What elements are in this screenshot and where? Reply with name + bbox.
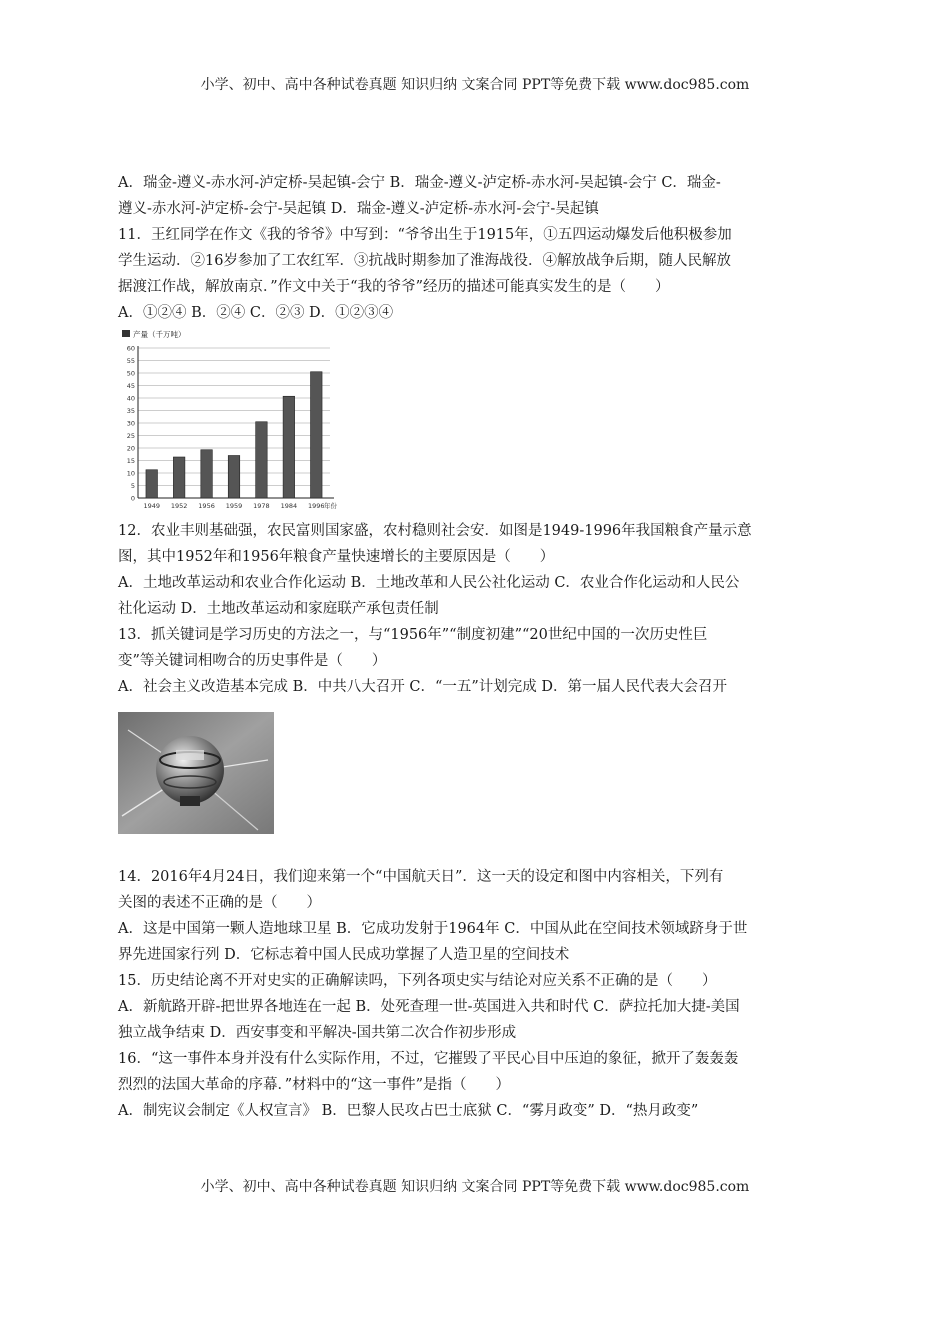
q15-options-line-2: 独立战争结束 D．西安事变和平解决-国共第二次合作初步形成 <box>118 1025 517 1041</box>
page-header: 小学、初中、高中各种试卷真题 知识归纳 文案合同 PPT等免费下载 www.doc985.com <box>200 77 750 93</box>
x-tick-label: 1978 <box>253 502 270 510</box>
q13-options: A．社会主义改造基本完成 B．中共八大召开 C．“一五”计划完成 D．第一届人民代表大会召开 <box>118 679 727 695</box>
q14-stem-line-2: 关图的表述不正确的是（ ） <box>118 895 321 911</box>
q11-stem-line-3: 据渡江作战，解放南京．”作文中关于“我的爷爷”经历的描述可能真实发生的是（ ） <box>118 279 670 295</box>
q15-stem: 15．历史结论离不开对史实的正确解读吗，下列各项史实与结论对应关系不正确的是（ ） <box>118 973 717 989</box>
q14-options-line-1: A．这是中国第一颗人造地球卫星 B．它成功发射于1964年 C．中国从此在空间技术领域跻身于世 <box>118 921 748 937</box>
q10-options-line-1: A．瑞金-遵义-赤水河-泸定桥-吴起镇-会宁 B．瑞金-遵义-泸定桥-赤水河-吴起镇-会宁 C．瑞金- <box>118 175 721 191</box>
bar <box>201 450 213 498</box>
x-tick-label: 1996 <box>308 502 325 510</box>
bar <box>256 422 268 498</box>
q12-stem-line-2: 图，其中1952年和1956年粮食产量快速增长的主要原因是（ ） <box>118 549 555 565</box>
x-axis-suffix: 年份 <box>324 502 337 510</box>
bar-chart <box>120 328 350 514</box>
grain-production-chart <box>120 328 350 514</box>
y-tick-label: 50 <box>126 369 135 378</box>
x-tick-label: 1956 <box>198 502 215 510</box>
legend-label: 产量（千万吨） <box>133 330 186 339</box>
x-tick-label: 1949 <box>143 502 160 510</box>
bar <box>283 396 295 498</box>
y-tick-label: 40 <box>126 394 135 403</box>
y-tick-label: 25 <box>126 432 135 440</box>
q12-options-line-1: A．土地改革运动和农业合作化运动 B．土地改革和人民公社化运动 C．农业合作化运动和人民公 <box>118 575 740 591</box>
q10-options-line-2: 遵义-赤水河-泸定桥-会宁-吴起镇 D．瑞金-遵义-泸定桥-赤水河-会宁-吴起镇 <box>118 201 599 217</box>
q13-stem-line-1: 13．抓关键词是学习历史的方法之一，与“1956年”“制度初建”“20世纪中国的一次历史性巨 <box>118 627 708 643</box>
bar <box>173 457 185 498</box>
q11-stem-line-2: 学生运动．②16岁参加了工农红军．③抗战时期参加了淮海战役．④解放战争后期，随人民解放 <box>118 253 731 269</box>
bar <box>311 372 323 498</box>
y-tick-label: 30 <box>126 419 135 428</box>
bar <box>228 456 240 499</box>
q12-options-line-2: 社化运动 D．土地改革运动和家庭联产承包责任制 <box>118 601 439 617</box>
y-tick-label: 10 <box>126 469 135 478</box>
y-tick-label: 5 <box>130 482 135 490</box>
y-tick-label: 55 <box>126 357 135 365</box>
page-content <box>118 170 838 1124</box>
q11-options: A．①②④ B．②④ C．②③ D．①②③④ <box>118 305 394 321</box>
q16-stem-line-1: 16．“这一事件本身并没有什么实际作用，不过，它摧毁了平民心目中压迫的象征，掀开了轰轰轰 <box>118 1051 739 1067</box>
legend-swatch <box>122 330 130 337</box>
y-tick-label: 15 <box>126 457 135 465</box>
q12-stem-line-1: 12．农业丰则基础强，农民富则国家盛，农村稳则社会安．如图是1949-1996年我国粮食产量示意 <box>118 523 752 539</box>
bar <box>146 470 158 498</box>
satellite-photo <box>118 712 274 834</box>
q15-options-line-1: A．新航路开辟-把世界各地连在一起 B．处死查理一世-英国进入共和时代 C．萨拉托加大捷-美国 <box>118 999 740 1015</box>
y-tick-label: 60 <box>126 344 135 353</box>
q11-stem-line-1: 11．王红同学在作文《我的爷爷》中写到：“爷爷出生于1915年，①五四运动爆发后他积极参加 <box>118 227 732 243</box>
x-tick-label: 1952 <box>170 502 188 510</box>
q16-stem-line-2: 烈烈的法国大革命的序幕．”材料中的“这一事件”是指（ ） <box>118 1077 510 1093</box>
x-tick-label: 1984 <box>280 502 298 510</box>
y-tick-label: 0 <box>130 494 135 503</box>
q13-stem-line-2: 变”等关键词相吻合的历史事件是（ ） <box>118 653 387 669</box>
q16-options: A．制宪议会制定《人权宣言》 B．巴黎人民攻占巴士底狱 C．“雾月政变” D．“热月政变” <box>118 1103 699 1119</box>
q14-options-line-2: 界先进国家行列 D．它标志着中国人民成功掌握了人造卫星的空间技术 <box>118 947 570 963</box>
y-tick-label: 45 <box>126 382 135 390</box>
x-tick-label: 1959 <box>225 502 243 510</box>
satellite-photo-icon <box>118 712 274 834</box>
q14-stem-line-1: 14．2016年4月24日，我们迎来第一个“中国航天日”．这一天的设定和图中内容相关，下列有 <box>118 869 724 885</box>
page-footer: 小学、初中、高中各种试卷真题 知识归纳 文案合同 PPT等免费下载 www.doc985.com <box>200 1179 750 1195</box>
y-tick-label: 20 <box>126 444 135 453</box>
y-tick-label: 35 <box>126 407 135 415</box>
